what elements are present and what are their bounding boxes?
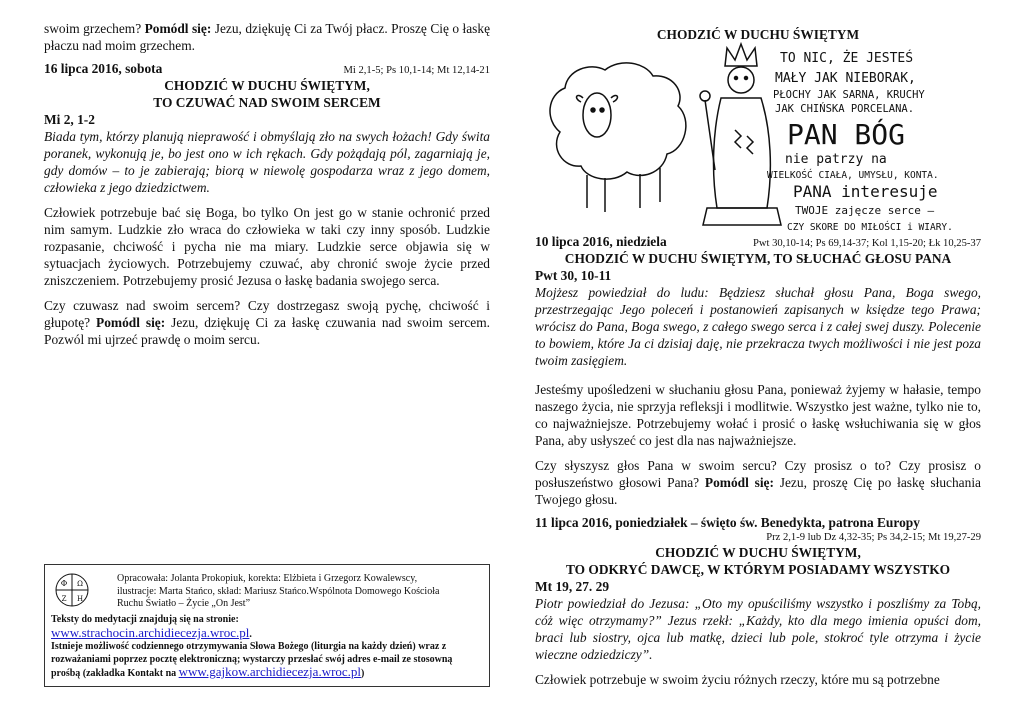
readings-refs-16: Mi 2,1-5; Ps 10,1-14; Mt 12,14-21 <box>343 65 490 76</box>
reading-text-11: Piotr powiedział do Jezusa: „Oto my opuściliśmy wszystko i poszliśmy za Tobą, cóż więc otrzymamy?” Jezus rzekł: „Każdy, kto dla mego imienia opuści dom, braci lub siostry, ojca lub matkę, dzieci lub pole, stokroć tyle otrzyma i życie wieczne odziedziczy”. <box>535 596 981 662</box>
gajkow-link[interactable]: www.gajkow.archidiecezja.wroc.pl <box>178 664 362 680</box>
right-column <box>535 0 981 43</box>
svg-text:nie patrzy na: nie patrzy na <box>785 152 887 167</box>
svg-text:TO NIC, ŻE JESTEŚ: TO NIC, ŻE JESTEŚ <box>780 51 914 66</box>
credits-box <box>44 564 490 687</box>
question-paragraph-10: Czy słyszysz głos Pana w swoim sercu? Czy prosisz o to? Czy prosisz o posłuszeństwo głosowi Pana? Pomódl się: Jezu, proszę Cię po łaskę słuchania Twojego głosu. <box>535 458 981 507</box>
svg-text:TWOJE zajęcze serce –: TWOJE zajęcze serce – <box>795 204 935 217</box>
date-11-july: 11 lipca 2016, poniedziałek – święto św. Benedykta, patrona Europy <box>535 515 920 530</box>
reading-reference-11: Mt 19, 27. 29 <box>535 579 610 594</box>
svg-text:JAK CHIŃSKA PORCELANA.: JAK CHIŃSKA PORCELANA. <box>775 103 915 115</box>
readings-refs-11: Prz 2,1-9 lub Dz 4,32-35; Ps 34,2-15; Mt 19,27-29 <box>766 532 981 543</box>
date-16-july: 16 lipca 2016, sobota <box>44 61 163 76</box>
credits-text: Opracowała: Jolanta Prokopiuk, korekta: Elżbieta i Grzegorz Kowalewscy, ilustracje: Marta Stańco, skład: Mariusz Stańco.Wspólnota Domowego Kościoła Ruchu Światło – Życie „On Jest” <box>117 573 440 609</box>
handwritten-message <box>767 50 953 233</box>
strachocin-link[interactable]: www.strachocin.archidiecezja.wroc.pl <box>51 624 250 640</box>
meditation-site-label: Teksty do medytacji znajdują się na stronie: <box>51 614 239 625</box>
prayer-text: Jezu, dziękuję Ci za łaskę czuwania nad swoim sercem. Pozwól mi ujrzeć prawdę o moim sercu. <box>44 315 491 347</box>
svg-text:Η: Η <box>76 595 84 603</box>
svg-text:Ζ: Ζ <box>61 595 67 603</box>
reading-text-10: Mojżesz powiedział do ludu: Będziesz słuchał głosu Pana, Boga swego, przestrzegając Jego poleceń i postanowień zapisanych w księdze tego Prawa; wrócisz do Pana, Boga swego, z całego swego serca i z całej swej duszy. Polecenie to bowiem, które Ja ci dzisiaj daję, nie przekracza twych możliwości i nie jest poza twoim zasięgiem. <box>535 285 981 368</box>
svg-text:PANA interesuje: PANA interesuje <box>793 182 938 201</box>
question-text: Czy czuwasz nad swoim sercem? Czy dostrzegasz swoją pychę, chciwość i głupotę? <box>44 298 490 330</box>
page-header: CHODZIĆ W DUCHU ŚWIĘTYM <box>656 27 860 42</box>
intro-prayer-label: Pomódl się: <box>144 21 212 36</box>
meditation-paragraph-11: Człowiek potrzebuje w swoim życiu różnych rzeczy, które mu są potrzebne <box>535 672 940 687</box>
svg-text:PAN BÓG: PAN BÓG <box>787 118 906 151</box>
sheep-illustration <box>550 63 686 212</box>
svg-text:WIELKOŚĆ CIAŁA, UMYSŁU, KONTA.: WIELKOŚĆ CIAŁA, UMYSŁU, KONTA. <box>767 170 939 181</box>
svg-text:Φ: Φ <box>60 579 68 588</box>
footer-links-block: Teksty do medytacji znajdują się na stronie: www.strachocin.archidiecezja.wroc.pl. Istnieje możliwość codziennego otrzymywania Słowa Bożego (liturgia na każdy dzień) wraz z rozważaniami poprzez pocztę elektroniczną; wystarczy przesłać swój adres e-mail ze stosowną prośbą (zakładka Kontakt na www.gajkow.archidiecezja.wroc.pl) <box>51 614 483 681</box>
svg-text:Ω: Ω <box>77 580 83 588</box>
section-title-11-line1: CHODZIĆ W DUCHU ŚWIĘTYM, <box>655 545 861 560</box>
prayer-label: Pomódl się: <box>96 315 166 330</box>
reading-text: Biada tym, którzy planują nieprawość i obmyślają zło na swych łożach! Gdy świta poranek, wykonują je, bo jest ono w ich rękach. Gdy pożądają pól, zagarniają je, gdy domów – to je zabierają; biorą w niewolę gospodarza wraz z jego domem, człowieka z jego dziedzictwem. <box>44 129 490 195</box>
question-paragraph <box>44 297 490 348</box>
right-column-content <box>535 234 981 688</box>
intro-prayer-text: Jezu, dziękuję Ci za Twój płacz. Proszę Cię o łaskę płaczu nad moim grzechem. <box>44 21 491 53</box>
king-illustration <box>700 44 781 225</box>
intro-text: swoim grzechem? <box>44 21 145 36</box>
svg-text:CZY SKORE DO MIŁOŚCI i WIARY.: CZY SKORE DO MIŁOŚCI i WIARY. <box>787 222 953 233</box>
section-title-10: CHODZIĆ W DUCHU ŚWIĘTYM, TO SŁUCHAĆ GŁOSU PANA <box>564 251 952 266</box>
section-title-line2: TO CZUWAĆ NAD SWOIM SERCEM <box>153 95 381 110</box>
meditation-paragraph-10: Jesteśmy upośledzeni w słuchaniu głosu Pana, ponieważ żyjemy w hałasie, tempo naszego życia, nie sprzyja refleksji i modlitwie. Wszystko jest ważne, tylko nie to, co najważniejsze. Potrzebujemy wołać i prosić o łaskę wsłuchiwania się w głos Pana, aby usłyszeć co jest dla nas najważniejsze. <box>535 382 981 448</box>
left-column <box>44 0 490 348</box>
reading-reference: Mi 2, 1-2 <box>44 112 95 127</box>
fos-zoe-logo <box>55 572 89 608</box>
section-title-line1: CHODZIĆ W DUCHU ŚWIĘTYM, <box>164 78 370 93</box>
email-subscription-text: Istnieje możliwość codziennego otrzymywania Słowa Bożego (liturgia na każdy dzień) wraz z rozważaniami poprzez pocztę elektroniczną; wystarczy przesłać swój adres e-mail ze stosowną prośbą (zakładka Kontakt na <box>51 641 453 680</box>
prayer-label-10: Pomódl się: <box>704 475 774 490</box>
intro-paragraph <box>44 20 490 54</box>
date-10-july: 10 lipca 2016, niedziela <box>535 234 667 249</box>
svg-text:MAŁY JAK NIEBORAK,: MAŁY JAK NIEBORAK, <box>775 71 916 86</box>
meditation-paragraph: Człowiek potrzebuje bać się Boga, bo tylko On jest go w stanie ochronić przed nim samym. Ludzkie zło wraca do człowieka w taki czy inny sposób. Ludzkie rozpasanie, chciwość i pycha nie ma miary. Ludzkie serce objawia się w sytuacjach życiowych. Potrzebujemy czuwać, aby chronić swoje życie przed zniszczeniem. Potrzebujemy prosić Jezusa o łaskę badania swojego serca. <box>44 205 490 288</box>
reading-reference-10: Pwt 30, 10-11 <box>535 268 612 283</box>
date-line-10 <box>535 234 981 250</box>
date-line-16 <box>44 61 490 77</box>
readings-refs-10: Pwt 30,10-14; Ps 69,14-37; Kol 1,15-20; Łk 10,25-37 <box>752 238 981 249</box>
section-title-11-line2: TO ODKRYĆ DAWCĘ, W KTÓRYM POSIADAMY WSZYSTKO <box>565 562 951 577</box>
svg-text:PŁOCHY JAK SARNA, KRUCHY: PŁOCHY JAK SARNA, KRUCHY <box>773 89 925 101</box>
illustration <box>535 40 981 236</box>
